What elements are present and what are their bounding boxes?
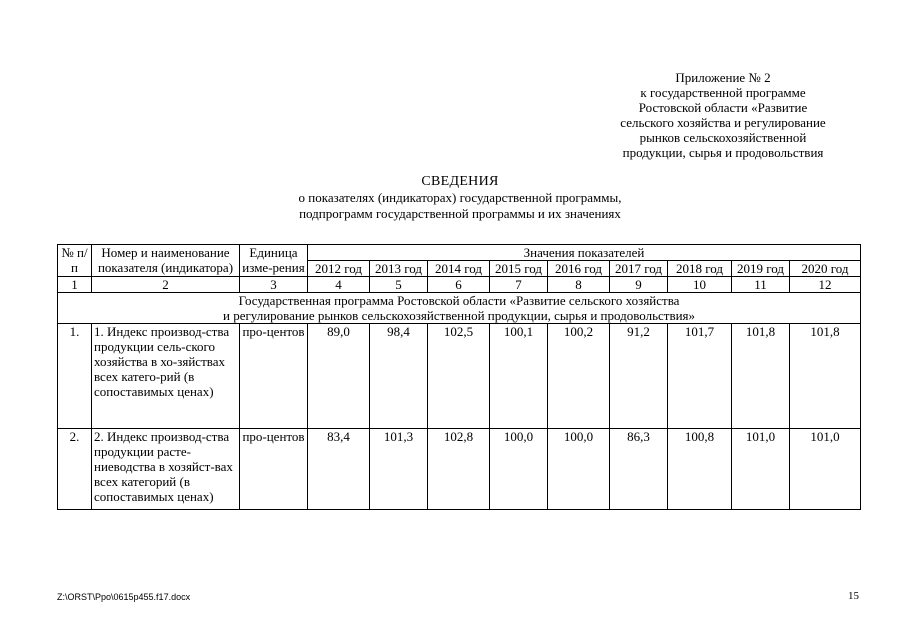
heading-line: подпрограмм государственной программы и их значениях bbox=[299, 206, 621, 221]
column-number: 9 bbox=[610, 277, 668, 293]
header-name: Номер и наименование показателя (индикатора) bbox=[92, 245, 240, 277]
row-value: 86,3 bbox=[610, 429, 668, 510]
appendix-note bbox=[593, 70, 853, 160]
column-number: 1 bbox=[58, 277, 92, 293]
row-value: 102,5 bbox=[428, 324, 490, 429]
appendix-line: Приложение № 2 bbox=[675, 70, 771, 85]
row-unit: про-центов bbox=[240, 429, 308, 510]
row-name: 2. Индекс производ-ства продукции расте-ниеводства в хозяйст-вах всех категорий (в сопоставимых ценах) bbox=[92, 429, 240, 510]
row-num: 1. bbox=[58, 324, 92, 429]
column-number: 11 bbox=[732, 277, 790, 293]
header-year: 2019 год bbox=[732, 261, 790, 277]
row-value: 100,8 bbox=[668, 429, 732, 510]
column-number: 8 bbox=[548, 277, 610, 293]
heading-line: о показателях (индикаторах) государственной программы, bbox=[298, 190, 622, 205]
row-value: 91,2 bbox=[610, 324, 668, 429]
program-title-line: Государственная программа Ростовской области «Развитие сельского хозяйства bbox=[238, 293, 680, 308]
header-unit: Единица изме-рения bbox=[240, 245, 308, 277]
header-year: 2015 год bbox=[490, 261, 548, 277]
row-num: 2. bbox=[58, 429, 92, 510]
header-year: 2012 год bbox=[308, 261, 370, 277]
row-value: 100,0 bbox=[548, 429, 610, 510]
document-heading bbox=[160, 174, 760, 222]
appendix-line: продукции, сырья и продовольствия bbox=[622, 145, 824, 160]
row-value: 83,4 bbox=[308, 429, 370, 510]
row-value: 100,1 bbox=[490, 324, 548, 429]
header-num: № п/п bbox=[58, 245, 92, 277]
header-year: 2020 год bbox=[790, 261, 861, 277]
row-value: 101,8 bbox=[732, 324, 790, 429]
row-value: 100,2 bbox=[548, 324, 610, 429]
column-number: 2 bbox=[92, 277, 240, 293]
row-value: 102,8 bbox=[428, 429, 490, 510]
row-value: 100,0 bbox=[490, 429, 548, 510]
header-year: 2013 год bbox=[370, 261, 428, 277]
table-row bbox=[58, 324, 861, 429]
header-row bbox=[58, 245, 861, 261]
column-number: 12 bbox=[790, 277, 861, 293]
row-value: 101,0 bbox=[732, 429, 790, 510]
column-number: 5 bbox=[370, 277, 428, 293]
row-unit: про-центов bbox=[240, 324, 308, 429]
header-year: 2017 год bbox=[610, 261, 668, 277]
row-value: 98,4 bbox=[370, 324, 428, 429]
program-title-row bbox=[58, 293, 861, 324]
appendix-line: к государственной программе bbox=[640, 85, 806, 100]
page-number: 15 bbox=[848, 590, 859, 602]
program-title-line: и регулирование рынков сельскохозяйственной продукции, сырья и продовольствия» bbox=[222, 308, 696, 323]
column-number: 6 bbox=[428, 277, 490, 293]
heading-title: СВЕДЕНИЯ bbox=[421, 174, 499, 189]
column-number: 10 bbox=[668, 277, 732, 293]
indicators-table bbox=[57, 244, 861, 510]
header-values-group: Значения показателей bbox=[308, 245, 861, 261]
row-value: 101,8 bbox=[790, 324, 861, 429]
header-year: 2014 год bbox=[428, 261, 490, 277]
column-number: 4 bbox=[308, 277, 370, 293]
appendix-line: рынков сельскохозяйственной bbox=[639, 130, 807, 145]
row-name: 1. Индекс производ-ства продукции сель-ского хозяйства в хо-зяйствах всех катего-рий (в сопоставимых ценах) bbox=[92, 324, 240, 429]
header-year: 2018 год bbox=[668, 261, 732, 277]
row-value: 101,7 bbox=[668, 324, 732, 429]
file-path: Z:\ORST\Ppo\0615p455.f17.docx bbox=[57, 592, 191, 602]
appendix-line: сельского хозяйства и регулирование bbox=[620, 115, 826, 130]
row-value: 101,0 bbox=[790, 429, 861, 510]
column-numbers-row bbox=[58, 277, 861, 293]
program-title bbox=[58, 293, 861, 324]
column-number: 3 bbox=[240, 277, 308, 293]
header-year: 2016 год bbox=[548, 261, 610, 277]
column-number: 7 bbox=[490, 277, 548, 293]
appendix-line: Ростовской области «Развитие bbox=[638, 100, 808, 115]
row-value: 101,3 bbox=[370, 429, 428, 510]
table-row bbox=[58, 429, 861, 510]
row-value: 89,0 bbox=[308, 324, 370, 429]
